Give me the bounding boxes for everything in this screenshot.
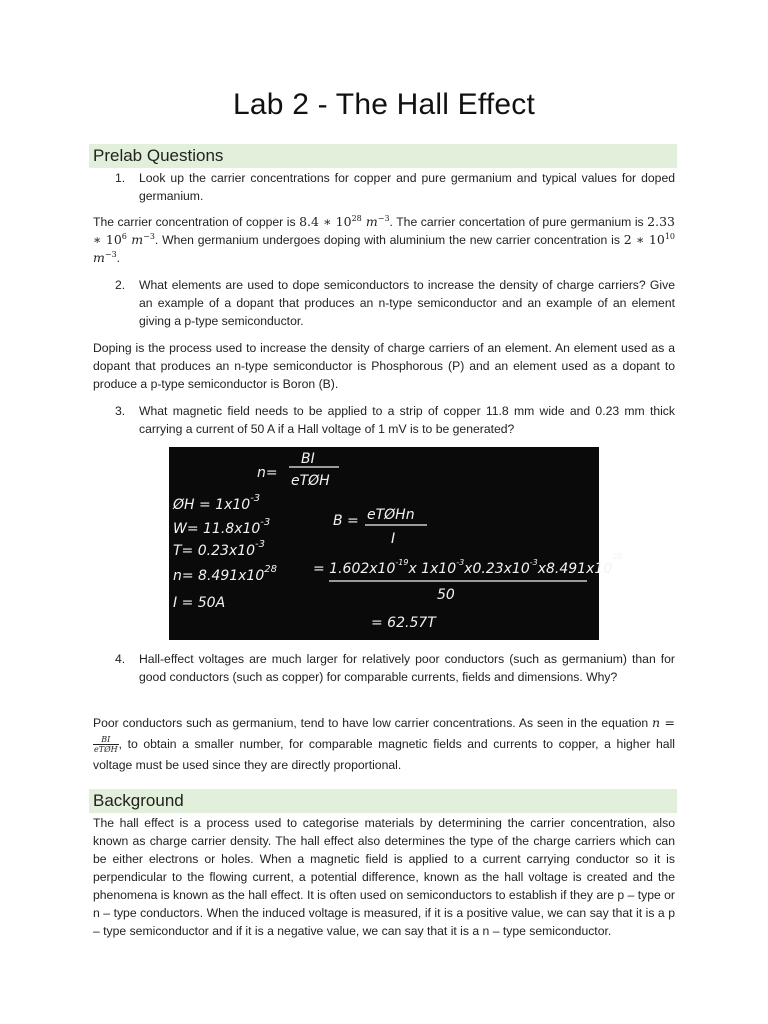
board-b-den: I [391, 531, 396, 547]
background-text: The hall effect is a process used to categorise materials by determining the carrier concentration, also known as charge carrier density. The hall effect also determines the type of the charge carriers which can be either electrons or holes. When a magnetic field is applied to a current carrying conductor so it is perpendicular to the flowing current, a potential difference, known as the hall voltage is created and the phenomena is known as the hall effect. It is often used on semiconductors to establish if they are p – type or n – type conductors. When the induced voltage is measured, if it is a positive value, we can say that it is a p – type semiconductor and if it is a negative value, we can say that it is a n – type semiconductor. [93, 816, 675, 938]
board-n-lhs: n= [257, 465, 278, 481]
answer-4 [93, 712, 675, 776]
board-i: I = 50A [173, 595, 226, 611]
board-calc-den: 50 [437, 587, 455, 603]
question-number: 3. [115, 404, 126, 418]
board-b-lhs: B = [333, 513, 359, 529]
question-3 [93, 402, 675, 438]
handwritten-solution-image [169, 447, 623, 640]
board-n-num: BI [301, 451, 315, 467]
board-w: $W= 11.8x10^{-3}$ [173, 517, 271, 537]
board-result: = 62.57T [371, 615, 436, 631]
doped-concentration: 2 ∗ $10^{10}$ $m^{-3}$ [93, 231, 675, 265]
board-calculation: = $1.602x10^{-19}x$ $1x10^{-3}x0.23x10^{-3}x8.491x10^{28}$ [313, 552, 623, 577]
board-t: $T= 0.23x10^{-3}$ [173, 539, 265, 559]
equation-lhs: n = [652, 715, 675, 730]
answer-1: The carrier concentration of copper is 8.4 ∗ $10^{28}$ $m^{-3}$. The carrier concertation of pure germanium is 2.33 ∗ $10^6$ $m^{-3}$. When germanium undergoes doping with aluminium the new carrier concentration is 2 ∗ $10^{10}$ $m^{-3}$. [93, 213, 675, 265]
question-2 [93, 276, 675, 330]
answer-text: , to obtain a smaller number, for comparable magnetic fields and currents to copper, a higher hall voltage must be used since they are directly proportional. [93, 737, 675, 772]
equation-fraction: $\frac{BI}{\text{eTØH}}$ [94, 735, 118, 755]
question-text: What magnetic field needs to be applied to a strip of copper 11.8 mm wide and 0.23 mm thick carrying a current of 50 A if a Hall voltage of 1 mV is to be generated? [139, 404, 675, 436]
question-number: 1. [115, 171, 126, 185]
answer-text: . The carrier concertation of pure germanium is [389, 215, 648, 229]
board-n-value: $n= 8.491x10^{28}$ [173, 564, 277, 584]
page-title: Lab 2 - The Hall Effect [233, 88, 535, 121]
copper-concentration: 8.4 ∗ $10^{28}$ $m^{-3}$ [299, 213, 390, 229]
question-number: 4. [115, 652, 126, 666]
answer-text: Poor conductors such as germanium, tend to have low carrier concentrations. As seen in the equation [93, 716, 653, 730]
question-1 [93, 169, 675, 205]
germanium-concentration: 2.33 ∗ $10^6$ $m^{-3}$ [93, 214, 675, 247]
answer-2: Doping is the process used to increase the density of charge carriers of an element. An element used as a dopant that produces an n-type semiconductor is Phosphorous (P) and an element used as a dopant to produce a p-type semiconductor is Boron (B). [93, 341, 675, 391]
question-text: Look up the carrier concentrations for copper and pure germanium and typical values for doped germanium. [139, 171, 675, 203]
prelab-heading: Prelab Questions [89, 144, 677, 168]
board-n-den: eTØH [291, 473, 330, 489]
question-4 [93, 650, 675, 686]
question-text: Hall-effect voltages are much larger for relatively poor conductors (such as germanium) than for good conductors (such as copper) for comparable currents, fields and dimensions. Why? [139, 652, 675, 684]
answer-text: . When germanium undergoes doping with aluminium the new carrier concentration is [154, 233, 624, 247]
background-heading: Background [89, 789, 677, 813]
answer-text: The carrier concentration of copper is [93, 215, 300, 229]
question-number: 2. [115, 278, 126, 292]
question-text: What elements are used to dope semiconductors to increase the density of charge carriers? Give an example of a dopant that produces an n-type semiconductor and an example of an element giving a p-type semiconductor. [139, 278, 675, 328]
board-phi: ØH = $1x10^{-3}$ [173, 493, 261, 513]
board-b-num: eTØHn [367, 507, 415, 523]
